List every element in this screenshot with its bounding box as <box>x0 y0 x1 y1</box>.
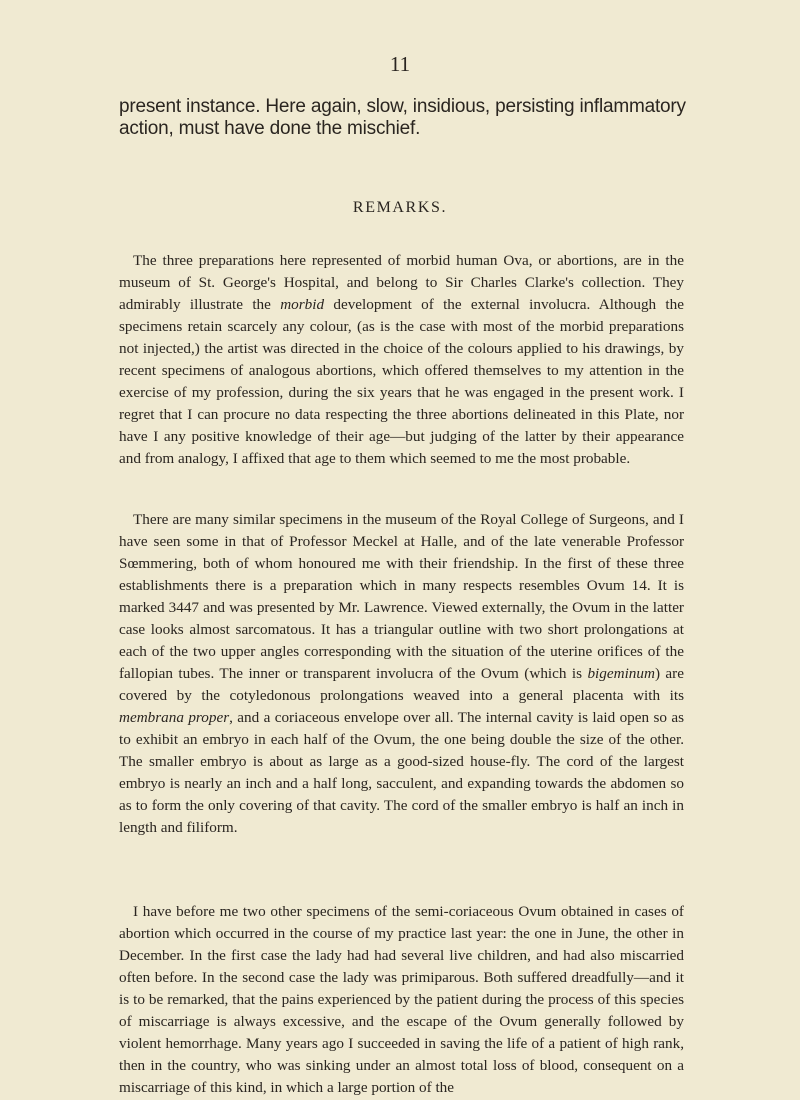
paragraph-1 <box>119 250 684 470</box>
italic-term: membrana proper <box>119 709 230 726</box>
text-run: ) are covered by the cotyledonous prolongations weaved into a general placenta with its <box>119 665 684 704</box>
italic-term: morbid <box>280 296 325 313</box>
page-number: 11 <box>389 52 411 76</box>
paragraph-3 <box>119 901 684 1099</box>
text-run: , and a coriaceous envelope over all. The internal cavity is laid open so as to exhibit an embryo in each half of the Ovum, the one being double the size of the other. The smaller embryo is about as large as a good-sized house-fly. The cord of the largest embryo is nearly an inch and a half long, sacculent, and expanding towards the abdomen so as to form the only covering of that cavity. The cord of the smaller embryo is half an inch in length and filiform. <box>119 709 684 836</box>
continued-paragraph: present instance. Here again, slow, insidious, persisting inflammatory action, must have done the mischief. <box>119 96 686 139</box>
text-run: The three preparations here represented of morbid human Ova, or abortions, are in the museum of St. George's Hospital, and belong to Sir Charles Clarke's collection. They admirably illustrate the <box>119 252 684 313</box>
section-heading: REMARKS. <box>352 199 448 216</box>
text-run: There are many similar specimens in the museum of the Royal College of Surgeons, and I have seen some in that of Professor Meckel at Halle, and of the late venerable Professor Sœmmering, both of whom honoured me with their friendship. In the first of these three establishments there is a preparation which in many respects resembles Ovum 14. It is marked 3447 and was presented by Mr. Lawrence. Viewed externally, the Ovum in the latter case looks almost sarcomatous. It has a triangular outline with two short prolongations at each of the two upper angles corresponding with the situation of the uterine orifices of the fallopian tubes. The inner or transparent involucra of the Ovum (which is <box>119 511 684 682</box>
text-run: I have before me two other specimens of the semi-coriaceous Ovum obtained in cases of abortion which occurred in the course of my practice last year: the one in June, the other in December. In the first case the lady had had several live children, and had also miscarried often before. In the second case the lady was primiparous. Both suffered dreadfully—and it is to be remarked, that the pains experienced by the patient during the process of this species of miscarriage is always excessive, and the escape of the Ovum generally followed by violent hemorrhage. Many years ago I succeeded in saving the life of a patient of high rank, then in the country, who was sinking under an almost total loss of blood, consequent on a miscarriage of this kind, in which a large portion of the <box>119 903 684 1096</box>
italic-term: bigeminum <box>587 665 655 682</box>
paragraph-2 <box>119 509 684 839</box>
text-run: development of the external involucra. Although the specimens retain scarcely any colour, (as is the case with most of the morbid preparations not injected,) the artist was directed in the choice of the colours applied to his drawings, by recent specimens of analogous abortions, which offered themselves to my attention in the exercise of my profession, during the six years that he was engaged in the present work. I regret that I can procure no data respecting the three abortions delineated in this Plate, nor have I any positive knowledge of their age—but judging of the latter by their appearance and from analogy, I affixed that age to them which seemed to me the most probable. <box>119 296 684 467</box>
